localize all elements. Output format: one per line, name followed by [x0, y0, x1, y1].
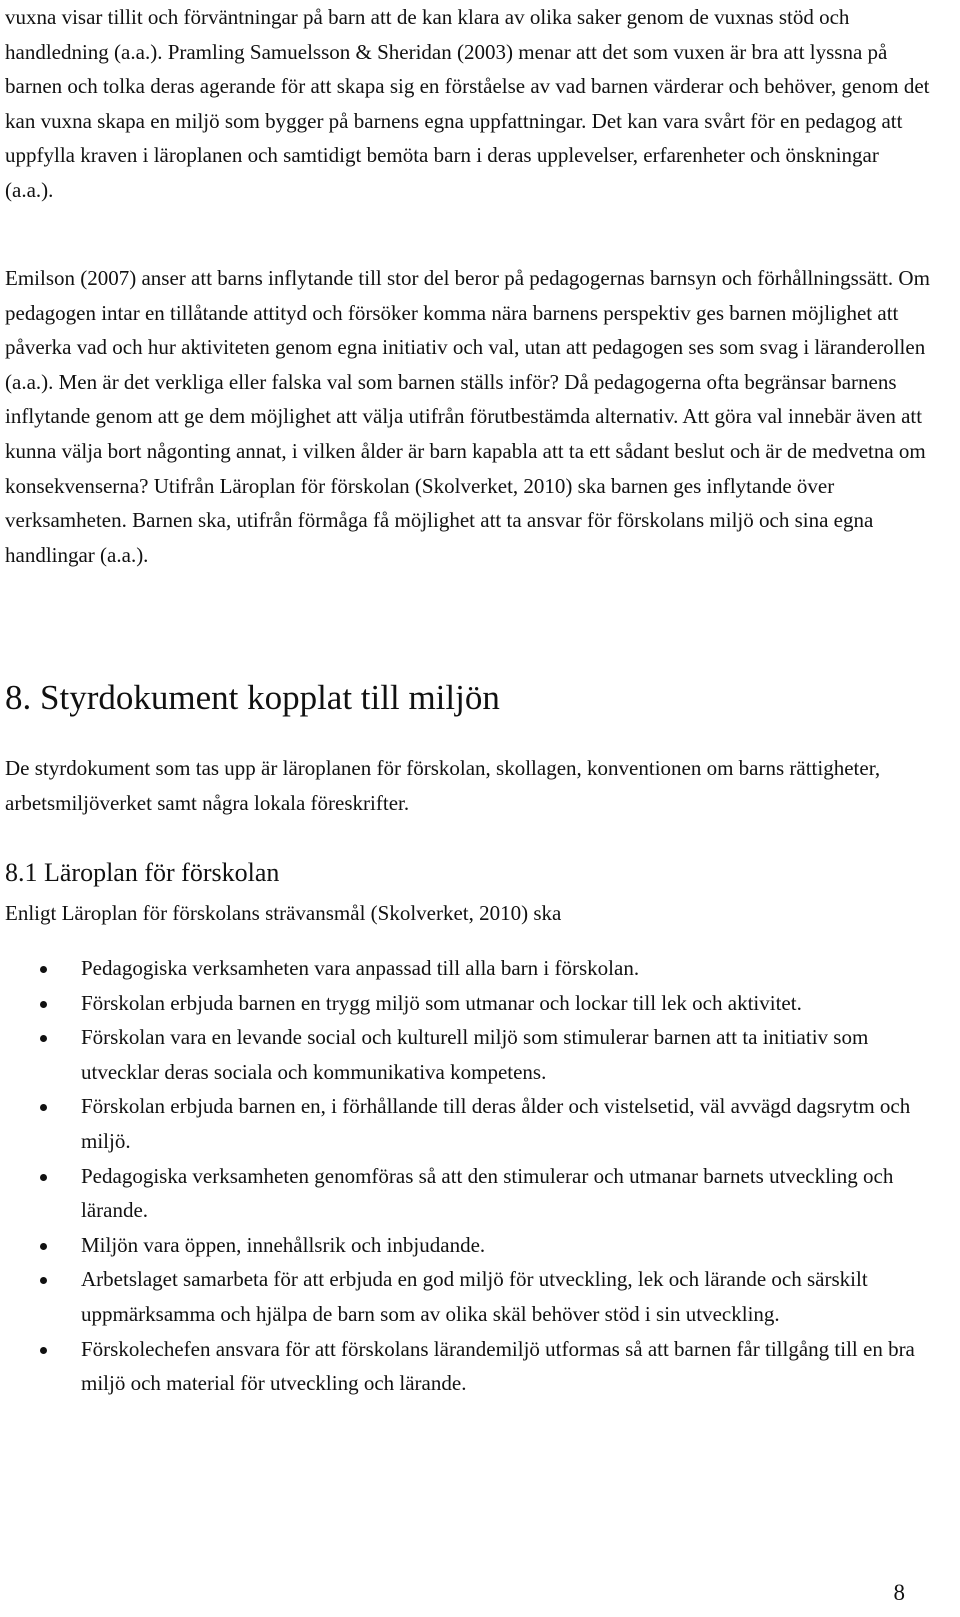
list-item-text: Förskolan erbjuda barnen en trygg miljö som utmanar och lockar till lek och aktivitet. — [81, 990, 802, 1015]
bullet-icon — [40, 966, 47, 973]
list-item-text: Arbetslaget samarbeta för att erbjuda en god miljö för utveckling, lek och lärande och särskilt uppmärksamma och hjälpa de barn som av olika skäl behöver stöd i sin utveckling. — [81, 1267, 868, 1326]
list-item-text: Förskolan erbjuda barnen en, i förhållande till deras ålder och vistelsetid, väl avvägd dagsrytm och miljö. — [81, 1094, 911, 1153]
list-item — [5, 1262, 931, 1331]
goals-list — [5, 951, 931, 1401]
bullet-icon — [40, 1243, 47, 1250]
list-item — [5, 1020, 931, 1089]
section-heading: 8. Styrdokument kopplat till miljön — [5, 678, 500, 717]
bullet-icon — [40, 1174, 47, 1181]
paragraph-emilson: Emilson (2007) anser att barns inflytande till stor del beror på pedagogernas barnsyn och förhållningssätt. Om pedagogen intar en tillåtande attityd och försöker komma nära barnens perspektiv ges barnen möjlighet att påverka vad och hur aktiviteten genom egna initiativ och val, utan att pedagogen ses som svag i läranderollen (a.a.). Men är det verkliga eller falska val som barnen ställs inför? Då pedagogerna ofta begränsar barnens inflytande genom att ge dem möjlighet att välja utifrån förutbestämda alternativ. Att göra val innebär även att kunna välja bort någonting annat, i vilken ålder är barn kapabla att ta ett sådant beslut och är de medvetna om konsekvenserna? Utifrån Läroplan för förskolan (Skolverket, 2010) ska barnen ges inflytande över verksamheten. Barnen ska, utifrån förmåga få möjlighet att ta ansvar för förskolans miljö och sina egna handlingar (a.a.). — [5, 266, 930, 567]
list-item — [5, 1089, 931, 1158]
bullet-icon — [40, 1277, 47, 1284]
bullet-icon — [40, 1001, 47, 1008]
list-item-text: Pedagogiska verksamheten vara anpassad till alla barn i förskolan. — [81, 956, 640, 980]
list-item — [5, 986, 931, 1021]
list-item — [5, 1159, 931, 1228]
list-item — [5, 1228, 931, 1263]
paragraph-intro: vuxna visar tillit och förväntningar på barn att de kan klara av olika saker genom de vuxnas stöd och handledning (a.a.). Pramling Samuelsson & Sheridan (2003) menar att det som vuxen är bra att lyssna på barnen och tolka deras agerande för att skapa sig en förståelse av vad barnen värderar och behöver, genom det kan vuxna skapa en miljö som bygger på barnens egna uppfattningar. Det kan vara svårt för en pedagog att uppfylla kraven i läroplanen och samtidigt bemöta barn i deras upplevelser, erfarenheter och önskningar (a.a.). — [5, 5, 930, 202]
paragraph-lead-in: Enligt Läroplan för förskolans strävansmål (Skolverket, 2010) ska — [5, 901, 562, 925]
list-item — [5, 1332, 931, 1401]
bullet-icon — [40, 1104, 47, 1111]
list-item-text: Miljön vara öppen, innehållsrik och inbjudande. — [81, 1232, 486, 1257]
list-item — [5, 951, 931, 986]
list-item-text: Pedagogiska verksamheten genomföras så att den stimulerar och utmanar barnets utveckling och lärande. — [81, 1163, 894, 1223]
list-item-text: Förskolan vara en levande social och kulturell miljö som stimulerar barnen att ta initiativ som utvecklar deras sociala och kommunikativa kompetens. — [81, 1025, 869, 1084]
paragraph-styrdokument: De styrdokument som tas upp är läroplanen för förskolan, skollagen, konventionen om barns rättigheter, arbetsmiljöverket samt några lokala föreskrifter. — [5, 756, 881, 815]
subsection-heading: 8.1 Läroplan för förskolan — [5, 858, 280, 887]
bullet-icon — [40, 1347, 47, 1354]
list-item-text: Förskolechefen ansvara för att förskolans lärandemiljö utformas så att barnen får tillgång till en bra miljö och material för utveckling och lärande. — [81, 1336, 915, 1396]
bullet-icon — [40, 1035, 47, 1042]
page-number: 8 — [893, 1580, 905, 1605]
